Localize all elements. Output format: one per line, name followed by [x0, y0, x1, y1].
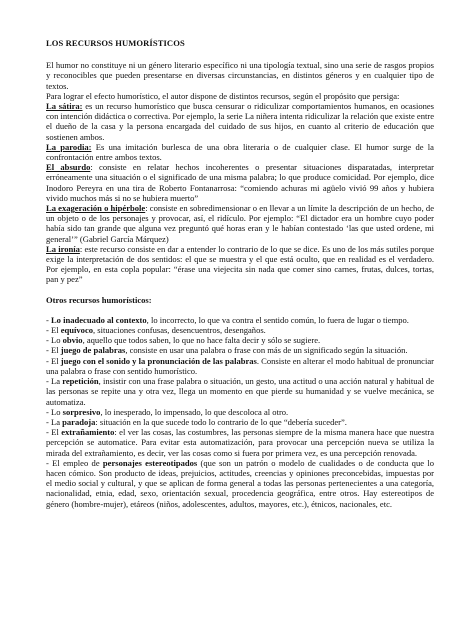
resource-term: El absurdo	[46, 162, 91, 173]
resource-ironia	[46, 244, 434, 285]
item-text: , aquello que todos saben, lo que no hace falta decir y sólo se sugiere.	[82, 335, 321, 346]
item-prefix: - El empleo de	[46, 457, 103, 468]
item-term: juego de palabras	[60, 345, 126, 356]
resource-text: : consiste en sobredimensionar o en llevar a un límite la descripción de un hecho, de un objeto o de los personajes y provocar, así, el ridículo. Por ejemplo: “El dictador era un hombre cuyo poder había sido tan grande que alguna vez preguntó qué horas eran y le habían contestado ‘las que usted ordene, mi general’” (Gabriel García Márquez)	[46, 203, 434, 244]
item-prefix: - Lo	[46, 406, 63, 417]
item-text: , consiste en usar una palabra o frase con más de un significado según la situación.	[125, 345, 408, 356]
item-prefix: -	[46, 314, 51, 325]
item-prefix: - La	[46, 376, 63, 387]
item-text: : el ver las cosas, las costumbres, las personas siempre de la misma manera hace que nuestra percepción se automatice. Para evitar esta automatización, para provocar una percepción nueva se utiliza la mirada del extrañamiento, es decir, ver las cosas como si fuera por primera vez, es una percepción renovada.	[46, 427, 434, 458]
resource-absurdo	[46, 162, 434, 203]
intro-paragraph: El humor no constituye ni un género literario específico ni una tipología textual, sino una serie de rasgos propios y reconocibles que pueden presentarse en diversas circunstancias, en distintos géneros y en cualquier tipo de textos.	[46, 60, 434, 91]
item-text: , situaciones confusas, desencuentros, desengaños.	[93, 325, 266, 336]
resource-text: : consiste en relatar hechos incoherentes o presentar situaciones disparatadas, interpretar erróneamente una situación o el significado de una misma palabra; lo que produce comicidad. Por ejemplo, dice Inodoro Pereyra en una tira de Roberto Fontanarrosa: “comiendo achuras mi agüelo vivió 99 años y hubiera vivido muchos más si no se hubiera muerto”	[46, 162, 434, 203]
item-text: : situación en la que sucede todo lo contrario de lo que “debería suceder”.	[95, 416, 347, 427]
other-resource-item	[46, 376, 434, 407]
item-term: Lo inadecuado al contexto	[50, 314, 147, 325]
item-text: . Consiste en alterar el modo habitual de pronunciar una palabra o frase con sentido humorístico.	[46, 355, 434, 376]
item-term: obvio	[62, 335, 83, 346]
section-subtitle: Otros recursos humorísticos:	[46, 294, 152, 305]
item-term: personajes estereotipados	[102, 457, 198, 468]
item-prefix: - El	[46, 345, 61, 356]
item-term: extrañamiento	[61, 427, 115, 438]
item-prefix: - Lo	[46, 335, 63, 346]
item-prefix: - El	[46, 325, 61, 336]
item-text: , lo inesperado, lo impensado, lo que descoloca al otro.	[100, 406, 289, 417]
other-resource-item	[46, 315, 434, 325]
item-term: paradoja	[62, 416, 96, 427]
item-text: (que son un patrón o modelo de cualidades o de conducta que lo hacen cómico. Son producto de ideas, prejuicios, actitudes, creencias y opiniones preconcebidas, impuestas por el medio social y cultural, y que se aplican de forma general a todas las personas pertenecientes a una categoría, nacionalidad, etnia, edad, sexo, orientación sexual, procedencia geográfica, entre otros. Hay estereotipos de género (hombre-mujer), etáreos (niños, adolescentes, adultos, mayores, etc.), étnicos, nacionales, etc.	[46, 457, 434, 509]
item-text: , insistir con una frase palabra o situación, un gesto, una actitud o una acción natural y habitual de las personas se repite una y otra vez, llega un momento en que pierde su humanidad y se vuelve mecánica, se automatiza.	[46, 376, 434, 407]
other-resource-item	[46, 407, 434, 417]
other-resource-item	[46, 458, 434, 509]
item-term: sorpresivo	[62, 406, 101, 417]
resource-text: Es una imitación burlesca de una obra literaria o de cualquier clase. El humor surge de la confrontación entre ambos textos.	[46, 141, 434, 163]
resource-exageracion	[46, 203, 434, 244]
item-text: , lo incorrecto, lo que va contra el sentido común, lo fuera de lugar o tiempo.	[146, 314, 409, 325]
resource-term: La sátira:	[46, 101, 83, 112]
item-prefix: - El	[46, 355, 61, 366]
resource-text: : este recurso consiste en dar a entender lo contrario de lo que se dice. Es uno de los más sutiles porque exige la interpretación de dos sentidos: el que se muestra y el que está oculto, que en realidad es el verdadero. Por ejemplo, en esta copla popular: “érase una viejecita sin nada que comer sino carnes, frutas, dulces, tortas, pan y pez”	[46, 243, 434, 285]
item-term: equívoco	[60, 325, 94, 336]
resource-parodia	[46, 142, 434, 162]
item-prefix: - La	[46, 416, 63, 427]
resource-term: La parodia:	[46, 141, 92, 152]
item-prefix: - El	[46, 427, 62, 438]
other-resource-item	[46, 427, 434, 458]
other-resource-item	[46, 417, 434, 427]
intro-paragraph-2: Para lograr el efecto humorístico, el autor dispone de distintos recursos, según el propósito que persiga:	[46, 90, 400, 101]
document-title: LOS RECURSOS HUMORÍSTICOS	[46, 38, 185, 48]
resource-satira	[46, 101, 434, 142]
resource-text: es un recurso humorístico que busca censurar o ridiculizar comportamientos humanos, en ocasiones con intención didáctica o correctiva. Por ejemplo, la serie La niñera intenta ridiculizar la relación que existe entre el dueño de la casa y la persona encargada del cuidado de sus hijos, en cuanto al criterio de educación que sostienen ambos.	[46, 101, 434, 142]
resource-term: La exageración o hipérbole	[46, 203, 146, 214]
resource-term: La ironía	[46, 243, 80, 254]
item-term: juego con el sonido y la pronunciación de las palabras	[60, 355, 257, 366]
item-term: repetición	[62, 376, 99, 387]
other-resource-item	[46, 356, 434, 376]
other-resource-item	[46, 345, 434, 355]
other-resource-item	[46, 335, 434, 345]
other-resource-item	[46, 325, 434, 335]
spacer	[46, 285, 434, 295]
